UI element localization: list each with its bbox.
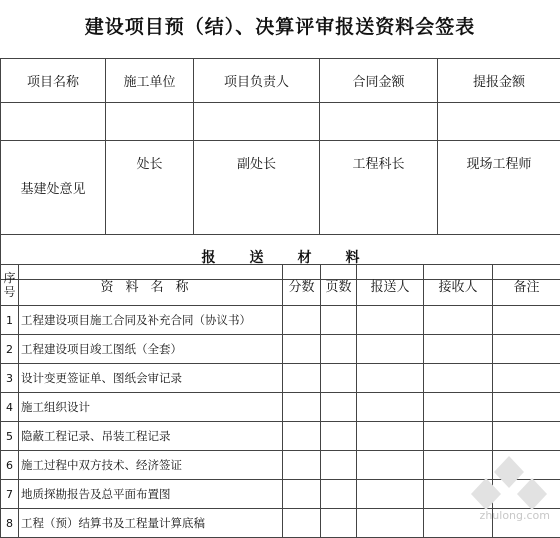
- submitter-cell[interactable]: [357, 451, 424, 480]
- remarks-cell[interactable]: [493, 364, 560, 393]
- submitter-header: 报送人: [357, 265, 424, 306]
- remarks-header: 备注: [493, 265, 560, 306]
- material-name: 地质探勘报告及总平面布置图: [19, 480, 283, 509]
- pages-cell[interactable]: [321, 509, 357, 538]
- remarks-cell[interactable]: [493, 306, 560, 335]
- material-name: 工程（预）结算书及工程量计算底稿: [19, 509, 283, 538]
- receiver-cell[interactable]: [424, 364, 493, 393]
- submitter-cell[interactable]: [357, 393, 424, 422]
- material-name-header: 资料名称: [19, 265, 283, 306]
- row-number: 8: [1, 509, 19, 538]
- contractor-header: 施工单位: [106, 59, 194, 103]
- pages-cell[interactable]: [321, 335, 357, 364]
- submitter-cell[interactable]: [357, 509, 424, 538]
- copies-cell[interactable]: [283, 480, 321, 509]
- receiver-cell[interactable]: [424, 335, 493, 364]
- submitted-amount-cell[interactable]: [438, 103, 560, 141]
- material-name: 隐蔽工程记录、吊装工程记录: [19, 422, 283, 451]
- row-number: 4: [1, 393, 19, 422]
- receiver-header: 接收人: [424, 265, 493, 306]
- row-number: 3: [1, 364, 19, 393]
- form-title: 建设项目预（结）、决算评审报送资料会签表: [0, 12, 560, 39]
- section-title-text: 报送材料: [168, 247, 394, 267]
- deputy-director-signature-cell[interactable]: 副处长: [194, 141, 320, 235]
- materials-header-row: [1, 265, 560, 306]
- copies-header: 分数: [283, 265, 321, 306]
- seq-header: 序号: [1, 265, 19, 306]
- material-name: 工程建设项目竣工图纸（全套）: [19, 335, 283, 364]
- contractor-cell[interactable]: [106, 103, 194, 141]
- table-row: [1, 393, 560, 422]
- copies-cell[interactable]: [283, 422, 321, 451]
- submitter-cell[interactable]: [357, 335, 424, 364]
- row-number: 5: [1, 422, 19, 451]
- pages-cell[interactable]: [321, 364, 357, 393]
- project-info-table: [0, 58, 560, 280]
- approval-row: [1, 141, 560, 235]
- copies-cell[interactable]: [283, 335, 321, 364]
- submitter-cell[interactable]: [357, 480, 424, 509]
- copies-cell[interactable]: [283, 306, 321, 335]
- watermark-text: zhulong.com: [480, 509, 550, 522]
- table-row: [1, 364, 560, 393]
- remarks-cell[interactable]: [493, 422, 560, 451]
- project-name-cell[interactable]: [1, 103, 106, 141]
- row-number: 2: [1, 335, 19, 364]
- pages-cell[interactable]: [321, 393, 357, 422]
- receiver-cell[interactable]: [424, 422, 493, 451]
- remarks-cell[interactable]: [493, 335, 560, 364]
- project-value-row: [1, 103, 560, 141]
- project-manager-header: 项目负责人: [194, 59, 320, 103]
- submitted-amount-header: 提报金额: [438, 59, 560, 103]
- receiver-cell[interactable]: [424, 306, 493, 335]
- material-name: 施工过程中双方技术、经济签证: [19, 451, 283, 480]
- engineering-chief-signature-cell[interactable]: 工程科长: [320, 141, 438, 235]
- table-row: [1, 335, 560, 364]
- project-header-row: [1, 59, 560, 103]
- pages-header: 页数: [321, 265, 357, 306]
- table-row: [1, 306, 560, 335]
- project-name-header: 项目名称: [1, 59, 106, 103]
- contract-amount-header: 合同金额: [320, 59, 438, 103]
- pages-cell[interactable]: [321, 422, 357, 451]
- submitter-cell[interactable]: [357, 306, 424, 335]
- receiver-cell[interactable]: [424, 393, 493, 422]
- row-number: 1: [1, 306, 19, 335]
- material-name: 设计变更签证单、图纸会审记录: [19, 364, 283, 393]
- project-manager-cell[interactable]: [194, 103, 320, 141]
- copies-cell[interactable]: [283, 451, 321, 480]
- material-name: 工程建设项目施工合同及补充合同（协议书）: [19, 306, 283, 335]
- submitter-cell[interactable]: [357, 422, 424, 451]
- row-number: 6: [1, 451, 19, 480]
- pages-cell[interactable]: [321, 306, 357, 335]
- copies-cell[interactable]: [283, 393, 321, 422]
- copies-cell[interactable]: [283, 364, 321, 393]
- approval-label: 基建处意见: [1, 141, 106, 235]
- copies-cell[interactable]: [283, 509, 321, 538]
- pages-cell[interactable]: [321, 480, 357, 509]
- material-name: 施工组织设计: [19, 393, 283, 422]
- row-number: 7: [1, 480, 19, 509]
- submitter-cell[interactable]: [357, 364, 424, 393]
- site-engineer-signature-cell[interactable]: 现场工程师: [438, 141, 560, 235]
- director-signature-cell[interactable]: 处长: [106, 141, 194, 235]
- remarks-cell[interactable]: [493, 393, 560, 422]
- contract-amount-cell[interactable]: [320, 103, 438, 141]
- pages-cell[interactable]: [321, 451, 357, 480]
- table-row: [1, 422, 560, 451]
